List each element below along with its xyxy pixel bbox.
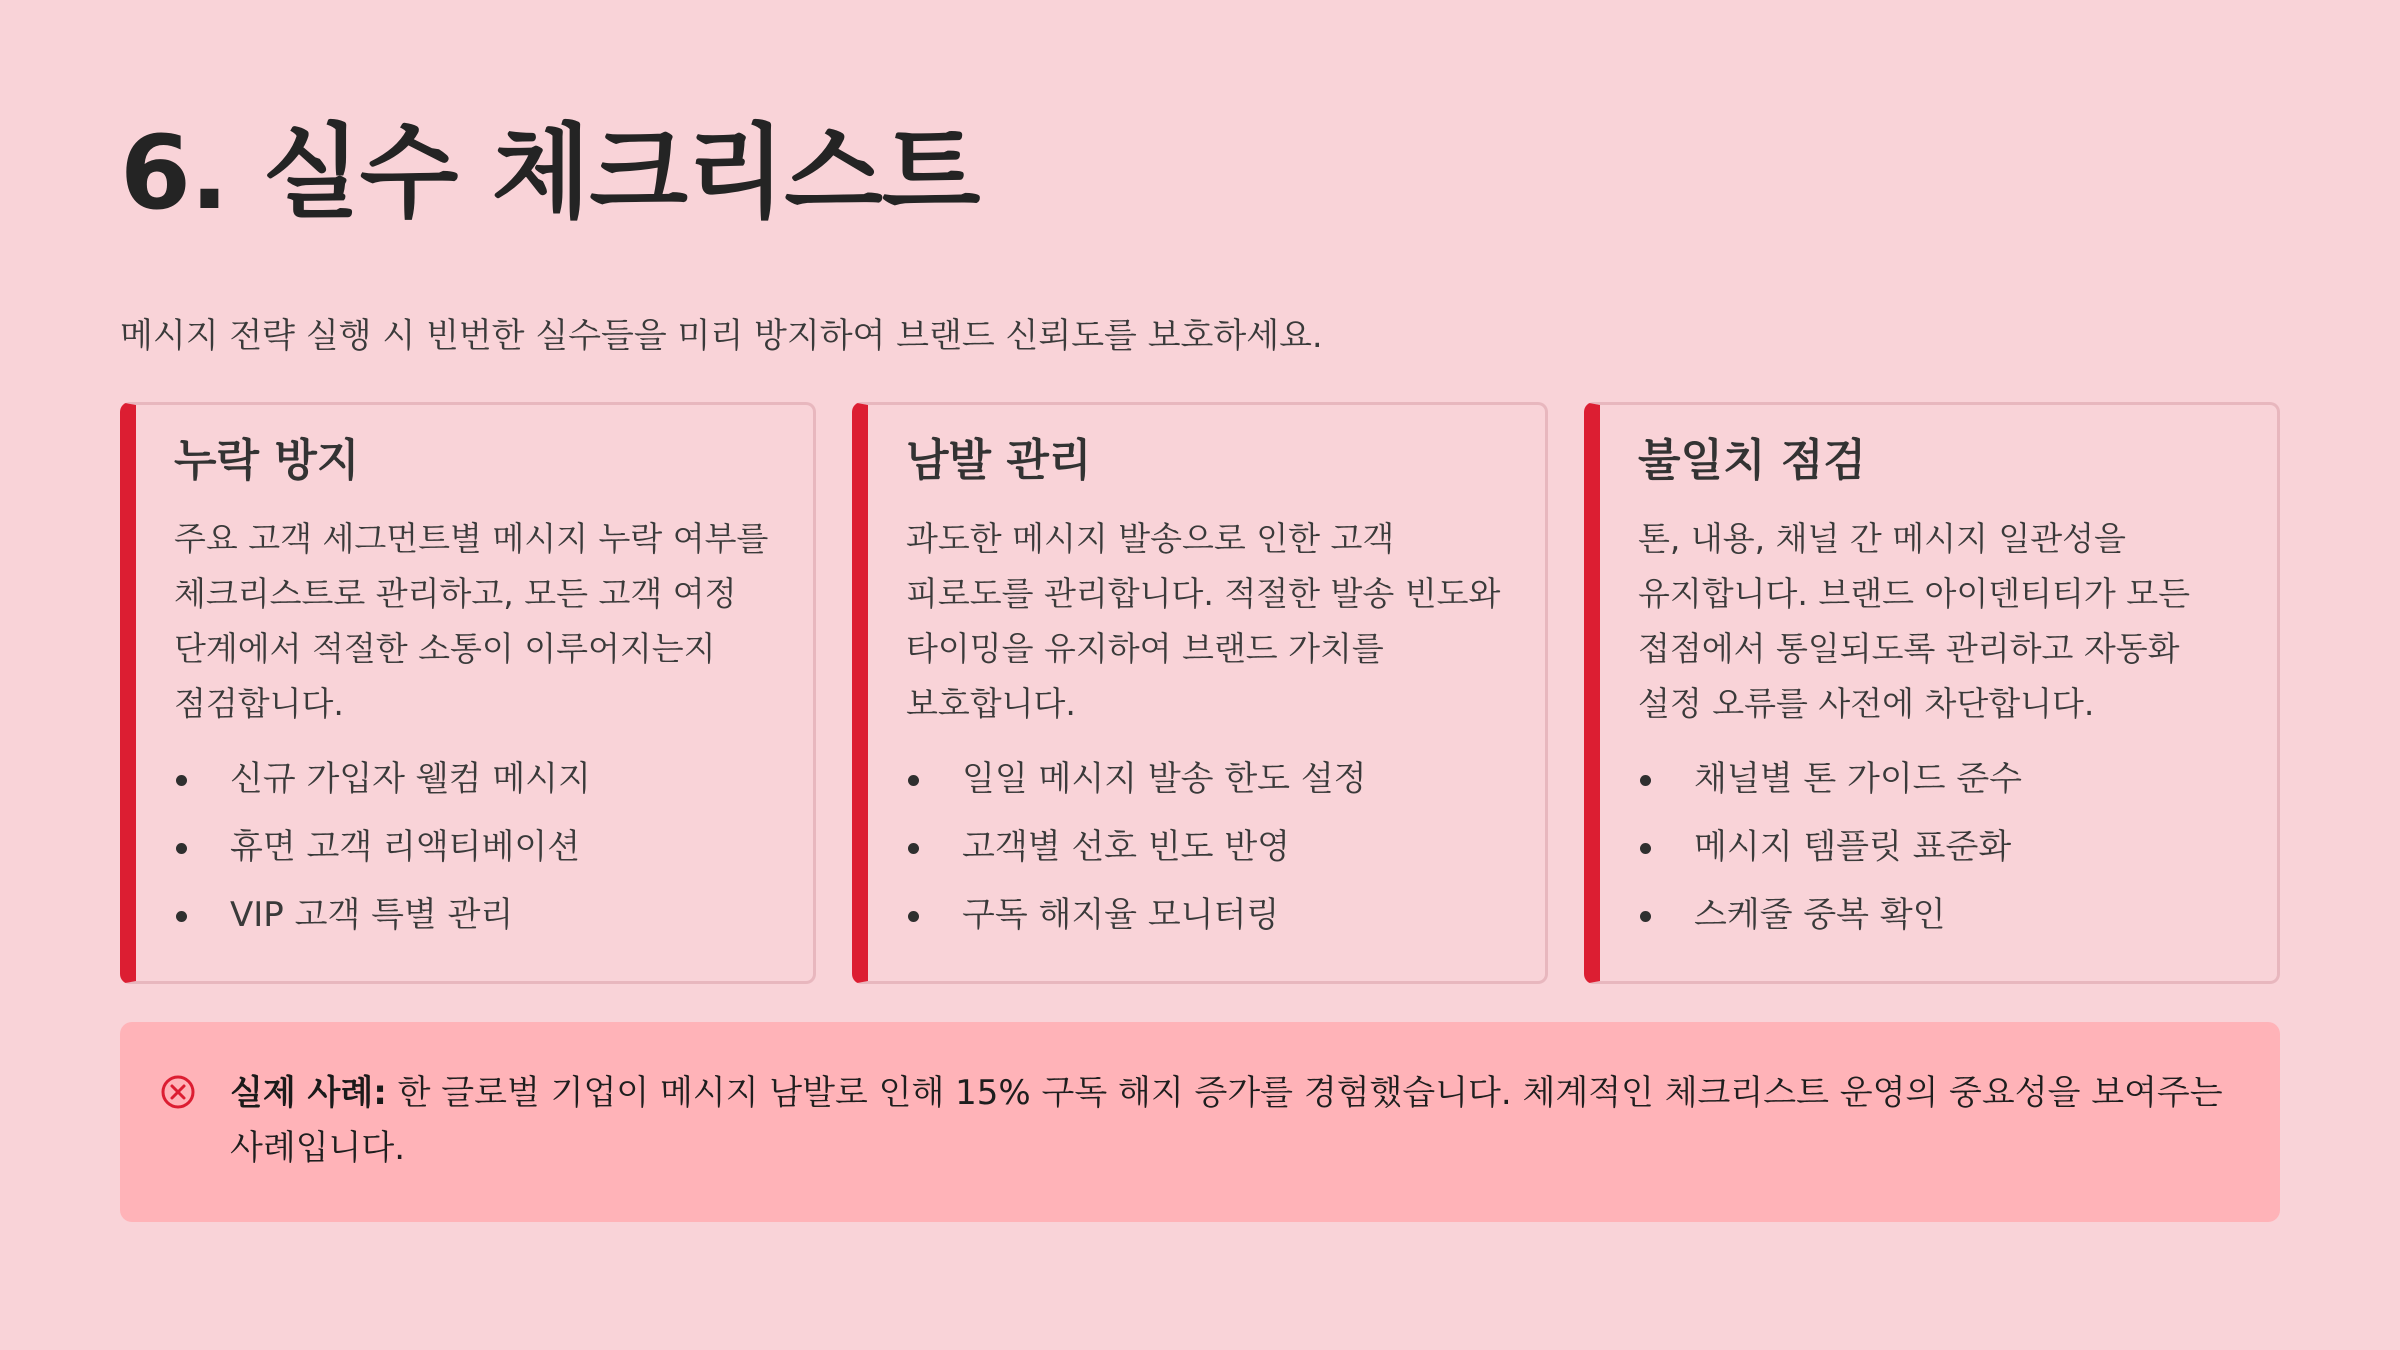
list-item-label: 고객별 선호 빈도 반영 [962, 827, 1291, 867]
list-item [906, 813, 1515, 881]
list-item-label: 메시지 템플릿 표준화 [1694, 827, 2012, 867]
list-item-label: 신규 가입자 웰컴 메시지 [230, 759, 591, 799]
bullet-icon [908, 775, 919, 786]
card-checklist [1638, 745, 2247, 949]
card-title: 남발 관리 [906, 435, 1092, 486]
list-item [1638, 881, 2247, 949]
card-title: 누락 방지 [174, 435, 360, 486]
callout-body: 한 글로벌 기업이 메시지 남발로 인해 15% 구독 해지 증가를 경험했습니다. 체계적인 체크리스트 운영의 중요성을 보여주는 사례입니다. [230, 1073, 2223, 1168]
card-overuse-management [852, 402, 1548, 984]
bullet-icon [1640, 843, 1651, 854]
list-item [174, 881, 783, 949]
card-body: 과도한 메시지 발송으로 인한 고객 피로도를 관리합니다. 적절한 발송 빈도와 타이밍을 유지하여 브랜드 가치를 보호합니다. [906, 519, 1501, 723]
list-item [906, 745, 1515, 813]
card-body: 주요 고객 세그먼트별 메시지 누락 여부를 체크리스트로 관리하고, 모든 고객 여정 단계에서 적절한 소통이 이루어지는지 점검합니다. [174, 519, 769, 723]
list-item-label: 일일 메시지 발송 한도 설정 [962, 759, 1367, 799]
slide [120, 0, 2280, 1350]
card-title: 불일치 점검 [1638, 435, 1866, 486]
bullet-icon [1640, 911, 1651, 922]
list-item-label: 스케줄 중복 확인 [1694, 895, 1946, 935]
bullet-icon [176, 775, 187, 786]
card-inconsistency-check [1584, 402, 2280, 984]
card-omission-prevention [120, 402, 816, 984]
list-item [174, 813, 783, 881]
list-item-label: 휴면 고객 리액티베이션 [230, 827, 581, 867]
bullet-icon [908, 843, 919, 854]
list-item [1638, 745, 2247, 813]
list-item [174, 745, 783, 813]
callout-text [230, 1066, 2230, 1176]
list-item-label: VIP 고객 특별 관리 [230, 895, 514, 935]
slide-title: 6. 실수 체크리스트 [120, 114, 980, 233]
list-item-label: 채널별 톤 가이드 준수 [1694, 759, 2023, 799]
card-body: 톤, 내용, 채널 간 메시지 일관성을 유지합니다. 브랜드 아이덴티티가 모든 접점에서 통일되도록 관리하고 자동화 설정 오류를 사전에 차단합니다. [1638, 519, 2191, 723]
list-item-label: 구독 해지율 모니터링 [962, 895, 1280, 935]
bullet-icon [176, 843, 187, 854]
card-checklist [906, 745, 1515, 949]
bullet-icon [1640, 775, 1651, 786]
list-item [906, 881, 1515, 949]
slide-subtitle: 메시지 전략 실행 시 빈번한 실수들을 미리 방지하여 브랜드 신뢰도를 보호하세요. [120, 316, 1323, 356]
card-row [120, 402, 2280, 984]
card-checklist [174, 745, 783, 949]
bullet-icon [176, 911, 187, 922]
error-circle-icon [158, 1072, 198, 1112]
callout-label: 실제 사례: [230, 1073, 387, 1113]
bullet-icon [908, 911, 919, 922]
list-item [1638, 813, 2247, 881]
case-study-callout [120, 1022, 2280, 1222]
